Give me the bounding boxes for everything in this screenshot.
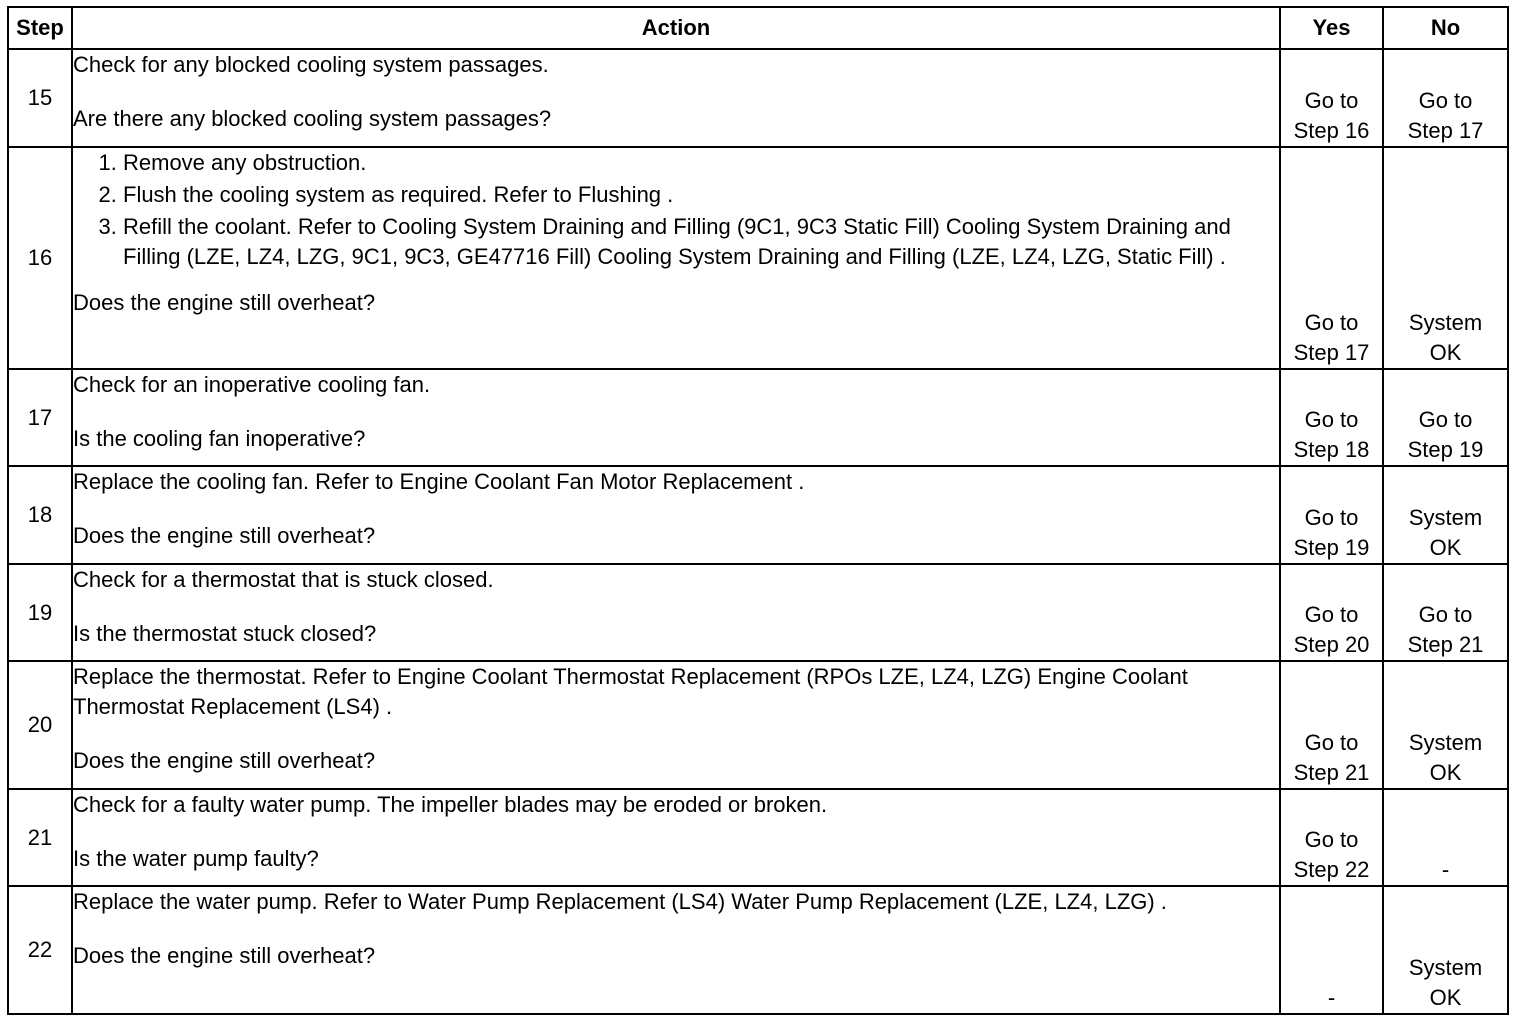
yes-line-1: Go to xyxy=(1304,88,1359,113)
yes-cell xyxy=(1280,789,1383,886)
action-cell xyxy=(72,886,1280,1014)
yes-cell xyxy=(1280,147,1383,369)
no-cell xyxy=(1383,466,1508,564)
no-cell xyxy=(1383,49,1508,147)
action-question: Does the engine still overheat? xyxy=(73,943,376,968)
action-cell xyxy=(72,49,1280,147)
list-item: 3. Refill the coolant. Refer to Cooling System Draining and Filling (9C1, 9C3 Static Fill) Cooling System Draining and Filling (LZE, LZ4, LZG, 9C1, 9C3, GE47716 Fill) Cooling System Draining and Filling (LZE, LZ4, LZG, Static Fill) . xyxy=(123,212,1279,272)
yes-line-2: Step 22 xyxy=(1293,857,1370,882)
yes-cell xyxy=(1280,661,1383,789)
action-instruction: Replace the thermostat. Refer to Engine Coolant Thermostat Replacement (RPOs LZE, LZ4, LZG) Engine Coolant Thermostat Replacement (LS4) . xyxy=(73,664,1188,719)
table-row xyxy=(8,564,1508,661)
no-line-2: OK xyxy=(1429,535,1462,560)
list-item: 2. Flush the cooling system as required. Refer to Flushing . xyxy=(123,180,1279,210)
yes-line-2: Step 17 xyxy=(1293,340,1370,365)
table-row xyxy=(8,49,1508,147)
no-line-1 xyxy=(1384,825,1507,855)
action-instruction: Check for any blocked cooling system passages. xyxy=(73,52,549,77)
header-yes: Yes xyxy=(1280,7,1383,49)
step-number: 22 xyxy=(8,886,72,1014)
yes-line-2: Step 16 xyxy=(1293,118,1370,143)
action-instruction: Replace the cooling fan. Refer to Engine Coolant Fan Motor Replacement . xyxy=(73,469,805,494)
table-row xyxy=(8,661,1508,789)
no-line-2: Step 21 xyxy=(1407,632,1484,657)
diagnostic-table xyxy=(7,6,1509,1015)
header-action: Action xyxy=(72,7,1280,49)
action-instruction: Check for an inoperative cooling fan. xyxy=(73,372,431,397)
table-row xyxy=(8,886,1508,1014)
header-no: No xyxy=(1383,7,1508,49)
yes-cell xyxy=(1280,49,1383,147)
no-line-2: Step 17 xyxy=(1407,118,1484,143)
action-question: Is the thermostat stuck closed? xyxy=(73,621,377,646)
no-line-2: OK xyxy=(1429,340,1462,365)
action-question: Does the engine still overheat? xyxy=(73,748,376,773)
action-cell xyxy=(72,466,1280,564)
action-cell xyxy=(72,789,1280,886)
no-cell xyxy=(1383,147,1508,369)
diagnostic-table-container xyxy=(7,6,1507,1015)
no-cell xyxy=(1383,789,1508,886)
yes-line-1: Go to xyxy=(1304,505,1359,530)
yes-line-1 xyxy=(1281,953,1382,983)
yes-line-1: Go to xyxy=(1304,407,1359,432)
no-cell xyxy=(1383,886,1508,1014)
yes-line-2: Step 21 xyxy=(1293,760,1370,785)
step-number: 18 xyxy=(8,466,72,564)
step-number: 21 xyxy=(8,789,72,886)
no-line-1: System xyxy=(1408,955,1483,980)
action-steps-list xyxy=(73,148,1279,272)
header-step: Step xyxy=(8,7,72,49)
no-line-2: OK xyxy=(1429,985,1462,1010)
yes-cell xyxy=(1280,466,1383,564)
table-row xyxy=(8,789,1508,886)
header-row xyxy=(8,7,1508,49)
table-row xyxy=(8,147,1508,369)
action-cell xyxy=(72,147,1280,369)
step-number: 19 xyxy=(8,564,72,661)
no-line-2: - xyxy=(1441,857,1450,882)
no-line-1: System xyxy=(1408,505,1483,530)
no-line-1: Go to xyxy=(1418,88,1473,113)
no-line-2: Step 19 xyxy=(1407,437,1484,462)
action-question: Is the cooling fan inoperative? xyxy=(73,426,366,451)
no-line-1: System xyxy=(1408,730,1483,755)
step-number: 17 xyxy=(8,369,72,466)
yes-line-1: Go to xyxy=(1304,827,1359,852)
action-cell xyxy=(72,564,1280,661)
action-cell xyxy=(72,369,1280,466)
yes-line-2: Step 19 xyxy=(1293,535,1370,560)
no-cell xyxy=(1383,564,1508,661)
yes-line-1: Go to xyxy=(1304,310,1359,335)
step-number: 15 xyxy=(8,49,72,147)
no-cell xyxy=(1383,369,1508,466)
no-line-2: OK xyxy=(1429,760,1462,785)
no-line-1: Go to xyxy=(1418,602,1473,627)
action-cell xyxy=(72,661,1280,789)
action-instruction: Check for a faulty water pump. The impeller blades may be eroded or broken. xyxy=(73,792,828,817)
no-line-1: Go to xyxy=(1418,407,1473,432)
yes-line-1: Go to xyxy=(1304,602,1359,627)
yes-line-1: Go to xyxy=(1304,730,1359,755)
step-number: 20 xyxy=(8,661,72,789)
action-question: Are there any blocked cooling system passages? xyxy=(73,106,552,131)
yes-line-2: - xyxy=(1327,985,1336,1010)
action-question: Does the engine still overheat? xyxy=(73,523,376,548)
no-line-1: System xyxy=(1408,310,1483,335)
yes-line-2: Step 18 xyxy=(1293,437,1370,462)
table-row xyxy=(8,466,1508,564)
list-item: 1. Remove any obstruction. xyxy=(123,148,1279,178)
yes-line-2: Step 20 xyxy=(1293,632,1370,657)
action-instruction: Check for a thermostat that is stuck closed. xyxy=(73,567,494,592)
action-instruction: Replace the water pump. Refer to Water Pump Replacement (LS4) Water Pump Replacement (LZE, LZ4, LZG) . xyxy=(73,889,1167,914)
step-number: 16 xyxy=(8,147,72,369)
no-cell xyxy=(1383,661,1508,789)
yes-cell xyxy=(1280,564,1383,661)
action-question: Is the water pump faulty? xyxy=(73,846,319,871)
action-question: Does the engine still overheat? xyxy=(73,290,376,315)
yes-cell xyxy=(1280,369,1383,466)
yes-cell xyxy=(1280,886,1383,1014)
table-row xyxy=(8,369,1508,466)
